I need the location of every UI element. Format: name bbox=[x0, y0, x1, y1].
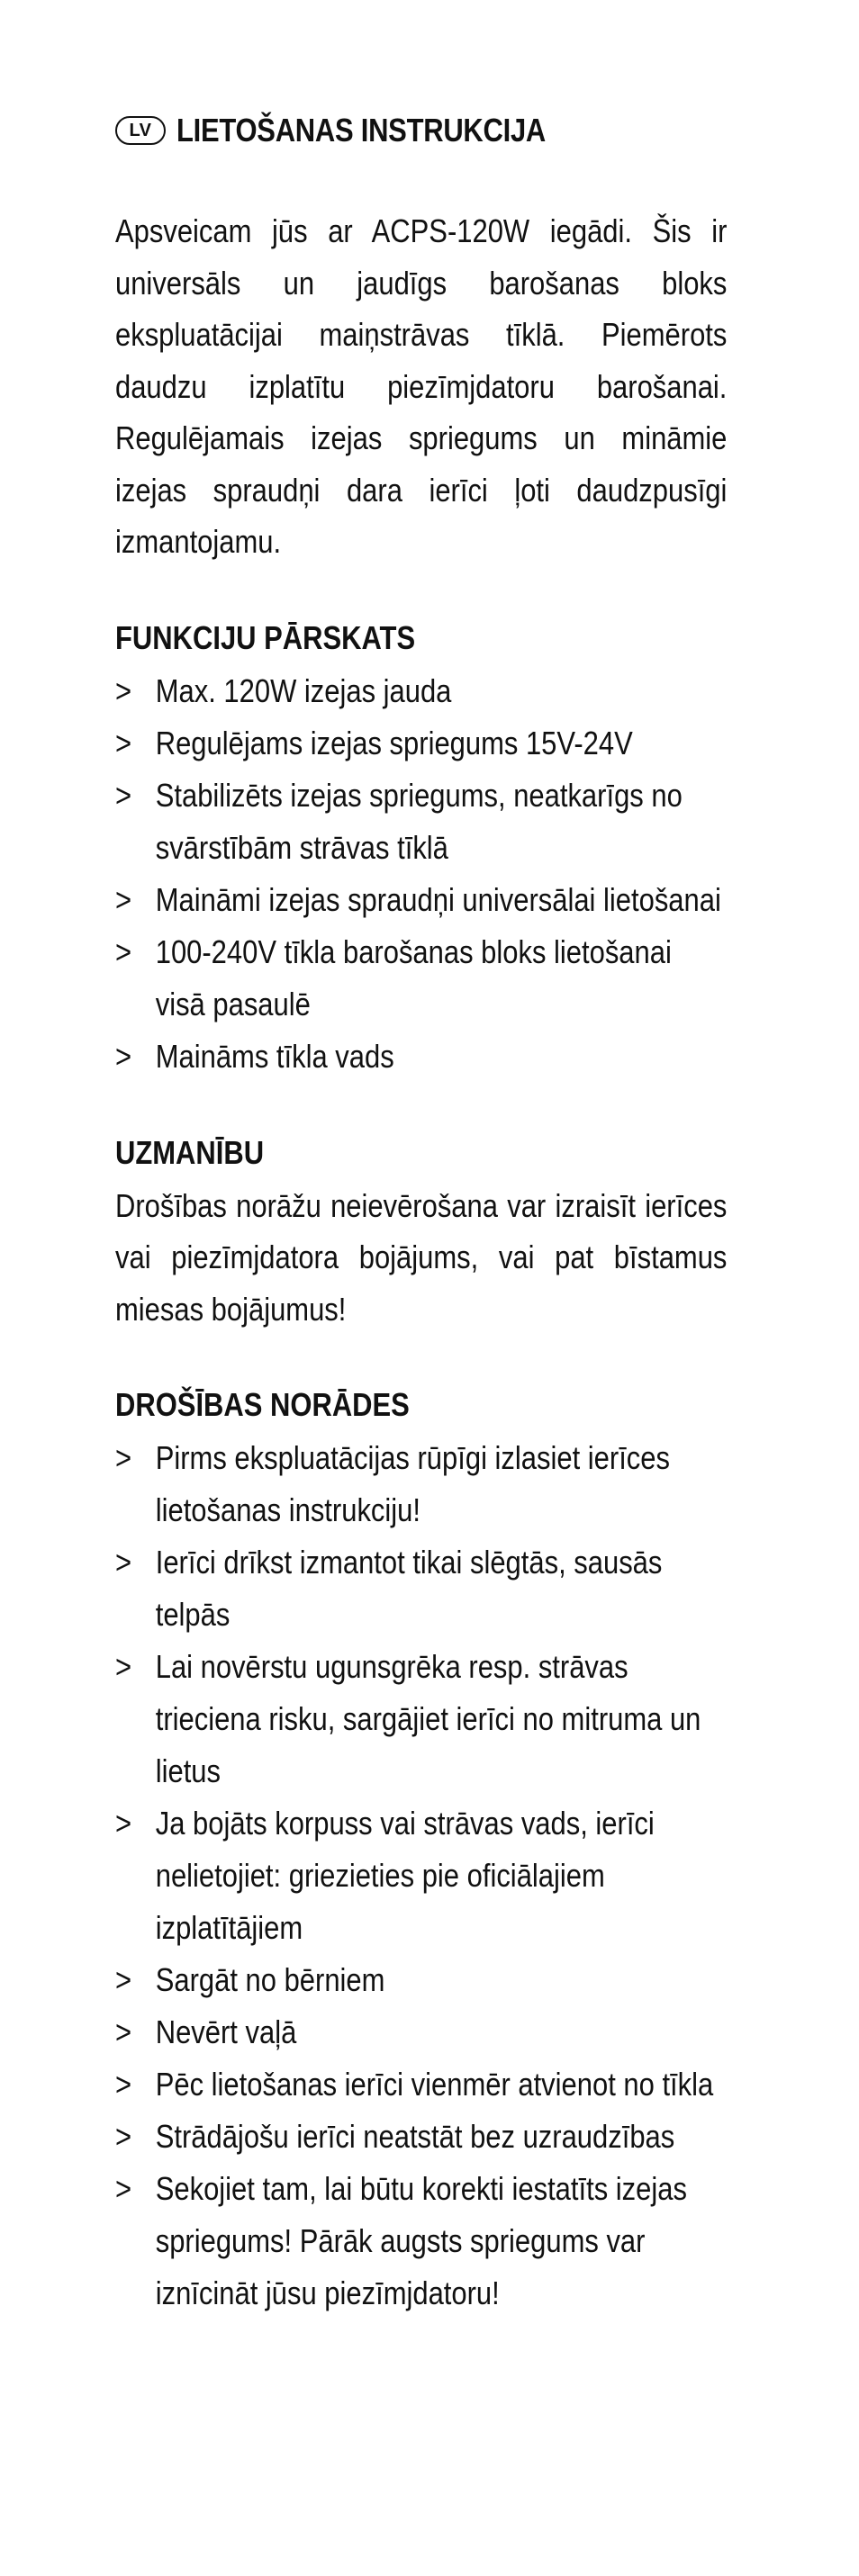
bullet-marker: > bbox=[115, 724, 132, 761]
list-item bbox=[115, 2163, 727, 2319]
title-row bbox=[115, 99, 728, 162]
list-item-text: Nevērt vaļā bbox=[155, 2013, 297, 2050]
list-item-text: Pirms ekspluatācijas rūpīgi izlasiet ierīces lietošanas instrukciju! bbox=[155, 1439, 670, 1528]
caution-paragraph: Drošības norāžu neievērošana var izraisīt ierīces vai piezīmjdatora bojājums, vai pat bīstamus miesas bojājumus! bbox=[115, 1186, 728, 1328]
language-badge: LV bbox=[115, 116, 166, 145]
list-item-text: Sekojiet tam, lai būtu korekti iestatīts izejas spriegums! Pārāk augsts spriegums var iznīcināt jūsu piezīmjdatoru! bbox=[155, 2170, 687, 2311]
list-item-text: 100-240V tīkla barošanas bloks lietošanai visā pasaulē bbox=[155, 932, 672, 1022]
list-item bbox=[115, 1954, 727, 2006]
page-title: LIETOŠANAS INSTRUKCIJA bbox=[176, 112, 547, 149]
safety-list bbox=[115, 1432, 728, 2319]
bullet-marker: > bbox=[115, 1648, 132, 1685]
bullet-marker: > bbox=[115, 1037, 132, 1075]
bullet-marker: > bbox=[115, 776, 132, 814]
intro-paragraph: Apsveicam jūs ar ACPS-120W iegādi. Šis ir universāls un jaudīgs barošanas bloks ekspluatācijai maiņstrāvas tīklā. Piemērots daudzu izplatītu piezīmjdatoru barošanai. Regulējamais izejas spriegums un mināmie izejas spraudņi dara ierīci ļoti daudzpusīgi izmantojamu. bbox=[115, 212, 728, 560]
bullet-marker: > bbox=[115, 880, 132, 918]
bullet-marker: > bbox=[115, 2013, 132, 2050]
list-item-text: Maināms tīkla vads bbox=[155, 1037, 394, 1075]
list-item-text: Regulējams izejas spriegums 15V-24V bbox=[155, 724, 633, 761]
list-item bbox=[115, 874, 727, 926]
list-item-text: Strādājošu ierīci neatstāt bez uzraudzības bbox=[155, 2118, 675, 2155]
list-item bbox=[115, 2058, 727, 2111]
bullet-marker: > bbox=[115, 1439, 132, 1476]
features-list bbox=[115, 665, 728, 1083]
list-item-text: Ierīci drīkst izmantot tikai slēgtās, sausās telpās bbox=[155, 1544, 663, 1633]
list-item-text: Maināmi izejas spraudņi universālai lietošanai bbox=[155, 880, 721, 918]
list-item bbox=[115, 665, 727, 717]
manual-page bbox=[115, 99, 728, 2319]
bullet-marker: > bbox=[115, 1544, 132, 1581]
list-item bbox=[115, 2006, 727, 2058]
list-item bbox=[115, 1797, 727, 1954]
bullet-marker: > bbox=[115, 1805, 132, 1842]
caution-section bbox=[115, 1126, 728, 1336]
caution-heading: UZMANĪBU bbox=[115, 1133, 265, 1171]
bullet-marker: > bbox=[115, 671, 132, 709]
safety-heading: DROŠĪBAS NORĀDES bbox=[115, 1386, 410, 1423]
list-item-text: Max. 120W izejas jauda bbox=[155, 671, 452, 709]
list-item bbox=[115, 2111, 727, 2163]
features-heading: FUNKCIJU PĀRSKATS bbox=[115, 618, 416, 656]
features-section bbox=[115, 611, 728, 1083]
bullet-marker: > bbox=[115, 1961, 132, 1998]
list-item bbox=[115, 926, 727, 1031]
list-item bbox=[115, 1641, 727, 1797]
list-item-text: Lai novērstu ugunsgrēka resp. strāvas trieciena risku, sargājiet ierīci no mitruma un lietus bbox=[155, 1648, 701, 1789]
bullet-marker: > bbox=[115, 2170, 132, 2207]
list-item bbox=[115, 1536, 727, 1641]
list-item-text: Ja bojāts korpuss vai strāvas vads, ierīci nelietojiet: griezieties pie oficiālajiem izplatītājiem bbox=[155, 1805, 655, 1946]
list-item bbox=[115, 770, 727, 874]
bullet-marker: > bbox=[115, 2118, 132, 2155]
bullet-marker: > bbox=[115, 2066, 132, 2103]
list-item-text: Sargāt no bērniem bbox=[155, 1961, 385, 1998]
list-item-text: Stabilizēts izejas spriegums, neatkarīgs no svārstībām strāvas tīklā bbox=[155, 776, 683, 866]
list-item-text: Pēc lietošanas ierīci vienmēr atvienot no tīkla bbox=[155, 2066, 714, 2103]
list-item bbox=[115, 717, 727, 770]
list-item bbox=[115, 1432, 727, 1536]
safety-section bbox=[115, 1378, 728, 2319]
list-item bbox=[115, 1031, 727, 1083]
bullet-marker: > bbox=[115, 932, 132, 970]
